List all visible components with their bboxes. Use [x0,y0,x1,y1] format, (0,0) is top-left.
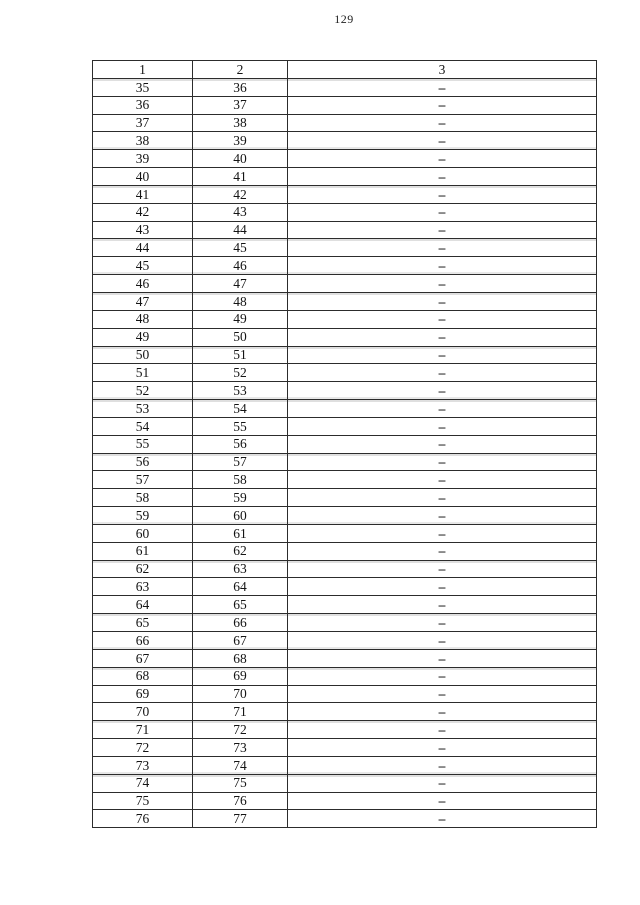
table-cell: 39 [193,132,288,150]
table-row [93,756,597,774]
table-cell: 65 [93,614,193,632]
table-cell-dash: – [288,703,597,721]
table-row [93,560,597,578]
table-cell: 60 [193,507,288,525]
table-cell-dash: – [288,471,597,489]
table-row [93,471,597,489]
table-cell: 49 [193,310,288,328]
table-cell: 51 [193,346,288,364]
table-cell: 48 [93,310,193,328]
table-cell-dash: – [288,346,597,364]
table-cell: 58 [93,489,193,507]
table-cell: 71 [193,703,288,721]
table-cell-dash: – [288,649,597,667]
table-cell-dash: – [288,578,597,596]
table-cell: 36 [93,96,193,114]
table-cell: 63 [193,560,288,578]
table-cell: 74 [193,756,288,774]
table-row [93,453,597,471]
table-cell: 53 [93,400,193,418]
table-cell: 67 [93,649,193,667]
table-cell: 39 [93,150,193,168]
table-cell: 37 [193,96,288,114]
table-cell-dash: – [288,364,597,382]
table-row [93,417,597,435]
table-row [93,292,597,310]
table-cell-dash: – [288,239,597,257]
table-cell-dash: – [288,507,597,525]
table-cell: 75 [193,774,288,792]
table-cell: 44 [93,239,193,257]
table-cell-dash: – [288,756,597,774]
table-cell: 51 [93,364,193,382]
table-cell: 65 [193,596,288,614]
table-cell-dash: – [288,382,597,400]
table-row [93,257,597,275]
table-cell: 67 [193,632,288,650]
table-cell: 46 [93,275,193,293]
table-cell: 62 [193,542,288,560]
table-cell: 45 [193,239,288,257]
table-cell: 76 [193,792,288,810]
table-cell: 75 [93,792,193,810]
table-cell-dash: – [288,774,597,792]
table-cell: 55 [193,417,288,435]
table-cell-dash: – [288,400,597,418]
table-cell: 45 [93,257,193,275]
table-cell: 61 [193,524,288,542]
table-cell: 70 [193,685,288,703]
table-cell: 40 [193,150,288,168]
table-row [93,168,597,186]
table-cell: 73 [193,739,288,757]
table-cell: 49 [93,328,193,346]
table-header-row [93,61,597,79]
table-cell: 42 [93,203,193,221]
table-cell-dash: – [288,257,597,275]
table-cell: 56 [193,435,288,453]
table-cell-dash: – [288,168,597,186]
table-row [93,649,597,667]
table-cell-dash: – [288,292,597,310]
table-row [93,310,597,328]
table-row [93,507,597,525]
table-cell: 73 [93,756,193,774]
table-row [93,774,597,792]
table-cell: 54 [93,417,193,435]
table-cell-dash: – [288,417,597,435]
table-row [93,792,597,810]
table-row [93,114,597,132]
table-cell: 66 [193,614,288,632]
table-cell-dash: – [288,739,597,757]
table-cell: 61 [93,542,193,560]
table-cell-dash: – [288,435,597,453]
table-cell-dash: – [288,221,597,239]
table-cell: 56 [93,453,193,471]
table-cell: 76 [93,810,193,828]
table-row [93,328,597,346]
table-body [93,78,597,827]
table-cell: 50 [93,346,193,364]
table-cell-dash: – [288,542,597,560]
table-cell-dash: – [288,114,597,132]
table-cell: 46 [193,257,288,275]
table-cell-dash: – [288,150,597,168]
table-row [93,96,597,114]
table-row [93,203,597,221]
table-cell-dash: – [288,614,597,632]
table-row [93,400,597,418]
table-cell: 41 [93,185,193,203]
table-cell: 69 [93,685,193,703]
table-cell-dash: – [288,685,597,703]
table-row [93,185,597,203]
table-cell-dash: – [288,596,597,614]
table-row [93,275,597,293]
table-cell: 74 [93,774,193,792]
table-cell: 38 [193,114,288,132]
table-row [93,239,597,257]
column-header-2: 2 [193,61,288,79]
table-cell-dash: – [288,185,597,203]
table-cell: 47 [93,292,193,310]
table-row [93,632,597,650]
table-cell: 62 [93,560,193,578]
table-cell-dash: – [288,560,597,578]
table-row [93,578,597,596]
table-row [93,524,597,542]
table-cell-dash: – [288,524,597,542]
table-cell: 59 [193,489,288,507]
table-row [93,221,597,239]
table-row [93,596,597,614]
page-number: 129 [334,12,354,26]
table-row [93,685,597,703]
table-cell: 41 [193,168,288,186]
table-cell: 48 [193,292,288,310]
table-cell: 47 [193,275,288,293]
table-row [93,364,597,382]
column-header-1: 1 [93,61,193,79]
table-row [93,614,597,632]
table-cell-dash: – [288,721,597,739]
table-row [93,150,597,168]
table-cell: 59 [93,507,193,525]
table-cell: 69 [193,667,288,685]
table-cell: 66 [93,632,193,650]
table-cell: 58 [193,471,288,489]
table-cell: 44 [193,221,288,239]
table-row [93,346,597,364]
table-row [93,132,597,150]
table-cell: 50 [193,328,288,346]
table-row [93,382,597,400]
table-cell: 55 [93,435,193,453]
table-cell-dash: – [288,453,597,471]
data-table [92,60,597,828]
table-cell-dash: – [288,203,597,221]
table-row [93,703,597,721]
table-cell: 77 [193,810,288,828]
table-cell-dash: – [288,489,597,507]
table-cell: 64 [93,596,193,614]
table-cell: 57 [193,453,288,471]
table-cell: 57 [93,471,193,489]
table-cell: 72 [93,739,193,757]
table-row [93,810,597,828]
table-cell-dash: – [288,78,597,96]
table-cell: 52 [93,382,193,400]
table-cell: 37 [93,114,193,132]
table-cell-dash: – [288,310,597,328]
table-cell-dash: – [288,632,597,650]
table-row [93,435,597,453]
table-cell: 54 [193,400,288,418]
table-cell: 40 [93,168,193,186]
table-cell-dash: – [288,792,597,810]
table-cell: 72 [193,721,288,739]
table-cell: 71 [93,721,193,739]
table-cell-dash: – [288,328,597,346]
table-cell: 35 [93,78,193,96]
table-cell: 52 [193,364,288,382]
table-cell: 68 [93,667,193,685]
table-cell: 63 [93,578,193,596]
table-row [93,542,597,560]
table-cell: 64 [193,578,288,596]
table-cell-dash: – [288,275,597,293]
table-row [93,667,597,685]
table-row [93,721,597,739]
table-cell: 43 [193,203,288,221]
table-row [93,739,597,757]
table-cell-dash: – [288,132,597,150]
table-cell: 68 [193,649,288,667]
table-row [93,489,597,507]
column-header-3: 3 [288,61,597,79]
table-cell: 36 [193,78,288,96]
table-cell: 43 [93,221,193,239]
table-cell-dash: – [288,96,597,114]
table-cell: 60 [93,524,193,542]
table-cell: 53 [193,382,288,400]
table-cell: 42 [193,185,288,203]
table-cell-dash: – [288,667,597,685]
table-row [93,78,597,96]
table-cell-dash: – [288,810,597,828]
table-cell: 38 [93,132,193,150]
table-cell: 70 [93,703,193,721]
